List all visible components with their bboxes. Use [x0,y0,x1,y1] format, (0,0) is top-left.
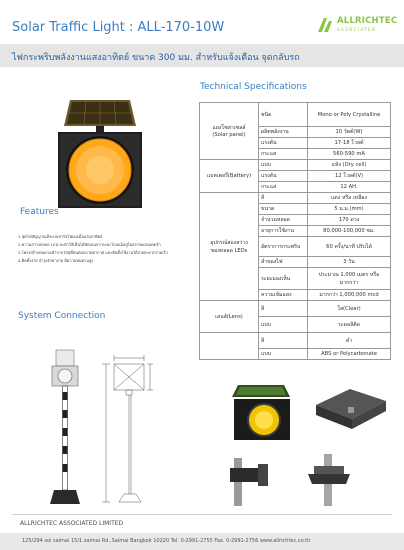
spec-value: 3 วัน [308,257,391,268]
spec-value: 10 วัตต์(W) [308,127,391,138]
system-connection-heading: System Connection [18,311,106,321]
company-name: ALLRICHTEC ASSOCIATED LIMITED [20,520,124,527]
spec-label: ผลิตพลังงาน [259,127,308,138]
spec-label: แรงดัน [259,171,308,182]
spec-value: ABS or Polycarbonate [308,349,391,360]
spec-label: แรงดัน [259,138,308,149]
dimension-drawing [102,355,153,502]
spec-value: 12 AH. [308,182,391,193]
list-item: 2.ความสว่างหลอด LED จะทำให้เห็นได้ชัดเจนจากระยะไกลแม้อยู่ในสภาพแสงแดดจ้า [18,242,161,247]
product-photo-bracket [310,385,392,441]
footer-divider [12,514,392,515]
spec-value: ดำ [308,333,391,349]
technical-spec-heading: Technical Specifications [200,82,307,92]
list-item: 1.ชุดไฟสัญญาณมีระบบชาร์จไฟเองเมื่อแสงอาทิตย์ [18,234,103,239]
spec-label: กระแส [259,149,308,160]
spec-label: สี [259,193,308,204]
subtitle: ไฟกระพริบพลังงานแสงอาทิตย์ ขนาด 300 มม. สำหรับแจ้งเตือน จุดกลับรถ [12,53,300,63]
product-photo-mounting [228,440,392,508]
spec-label: สี [259,333,308,349]
spec-label: ระยะมองเห็น [259,268,308,290]
product-photo-lamp [228,381,308,443]
spec-group-led: อุปกรณ์ส่องสว่าง ของหลอด LEDs [200,193,259,301]
spec-group-solar: แผงโซล่าเซลล์ (Solar panel) [200,103,259,160]
spec-value: 5 ม.ม.(mm) [308,204,391,215]
spec-value: แดง หรือ เหลือง [308,193,391,204]
spec-value: 12 โวลต์(V) [308,171,391,182]
spec-value: 80,000-100,000 ชม. [308,226,391,237]
spec-label: ขนาด [259,204,308,215]
page-title: Solar Traffic Light : ALL-170-10W [12,20,225,35]
solar-traffic-light-image [56,96,144,208]
spec-label: สี [259,301,308,317]
spec-label: แบบ [259,317,308,333]
spec-label: ความเข้มแสง [259,290,308,301]
spec-value: ประมาณ 1,000 เมตร หรือมากกว่า [308,268,391,290]
list-item: 4.ติดตั้งง่าย บำรุงรักษาง่าย มีความทนทานสูง [18,258,94,263]
spec-label: แบบ [259,160,308,171]
company-address: 125/294 soi saimai 15/1 saimai Rd.,Saimai Bangkok 10220 Tel. 0-2991-2755 Fax. 0-2991-2756 www.allrichtec.co.th [22,538,311,544]
company-logo [318,15,398,37]
features-list [18,233,198,265]
spec-value: 170 ดวง [308,215,391,226]
spec-label: ลำของไฟ [259,257,308,268]
spec-value: 560-590 mA [308,149,391,160]
spec-label: จำนวนหลอด [259,215,308,226]
spec-value: Mono or Poly Crystalline [308,103,391,127]
spec-label: แบบ [259,349,308,360]
logo-tagline: ASSOCIATED [337,27,377,32]
spec-value: ระดลลิติด [308,317,391,333]
logo-mark-icon [318,18,334,32]
spec-value: 60 ครั้ง/นาที ปรับได้ [308,237,391,257]
spec-group-battery: แบตเตอรี่(Battery) [200,160,259,193]
spec-label: ชนิด [259,103,308,127]
spec-value: ใส(Clear) [308,301,391,317]
spec-label: อายุการใช้งาน [259,226,308,237]
features-heading: Features [20,207,59,217]
logo-name: ALLRICHTEC [337,16,398,26]
system-connection-diagram [40,324,200,506]
spec-table [199,102,391,360]
spec-value: 17-18 โวลต์ [308,138,391,149]
spec-group-housing [200,333,259,360]
pole-drawing [50,350,80,504]
spec-group-lens: เลนส์(Lens) [200,301,259,333]
spec-label: อัตราการกระพริบ [259,237,308,257]
list-item: 3.โครงสร้างทนทานทำจากวัสดุที่ทนต่อสภาพอากาศ และติดตั้งใช้งานได้ง่ายสะดวกรวดเร็ว [18,250,168,255]
spec-label: กระแส [259,182,308,193]
spec-value: แห้ง (Dry cell) [308,160,391,171]
spec-value: มากกว่า 1,000,000 mcd [308,290,391,301]
